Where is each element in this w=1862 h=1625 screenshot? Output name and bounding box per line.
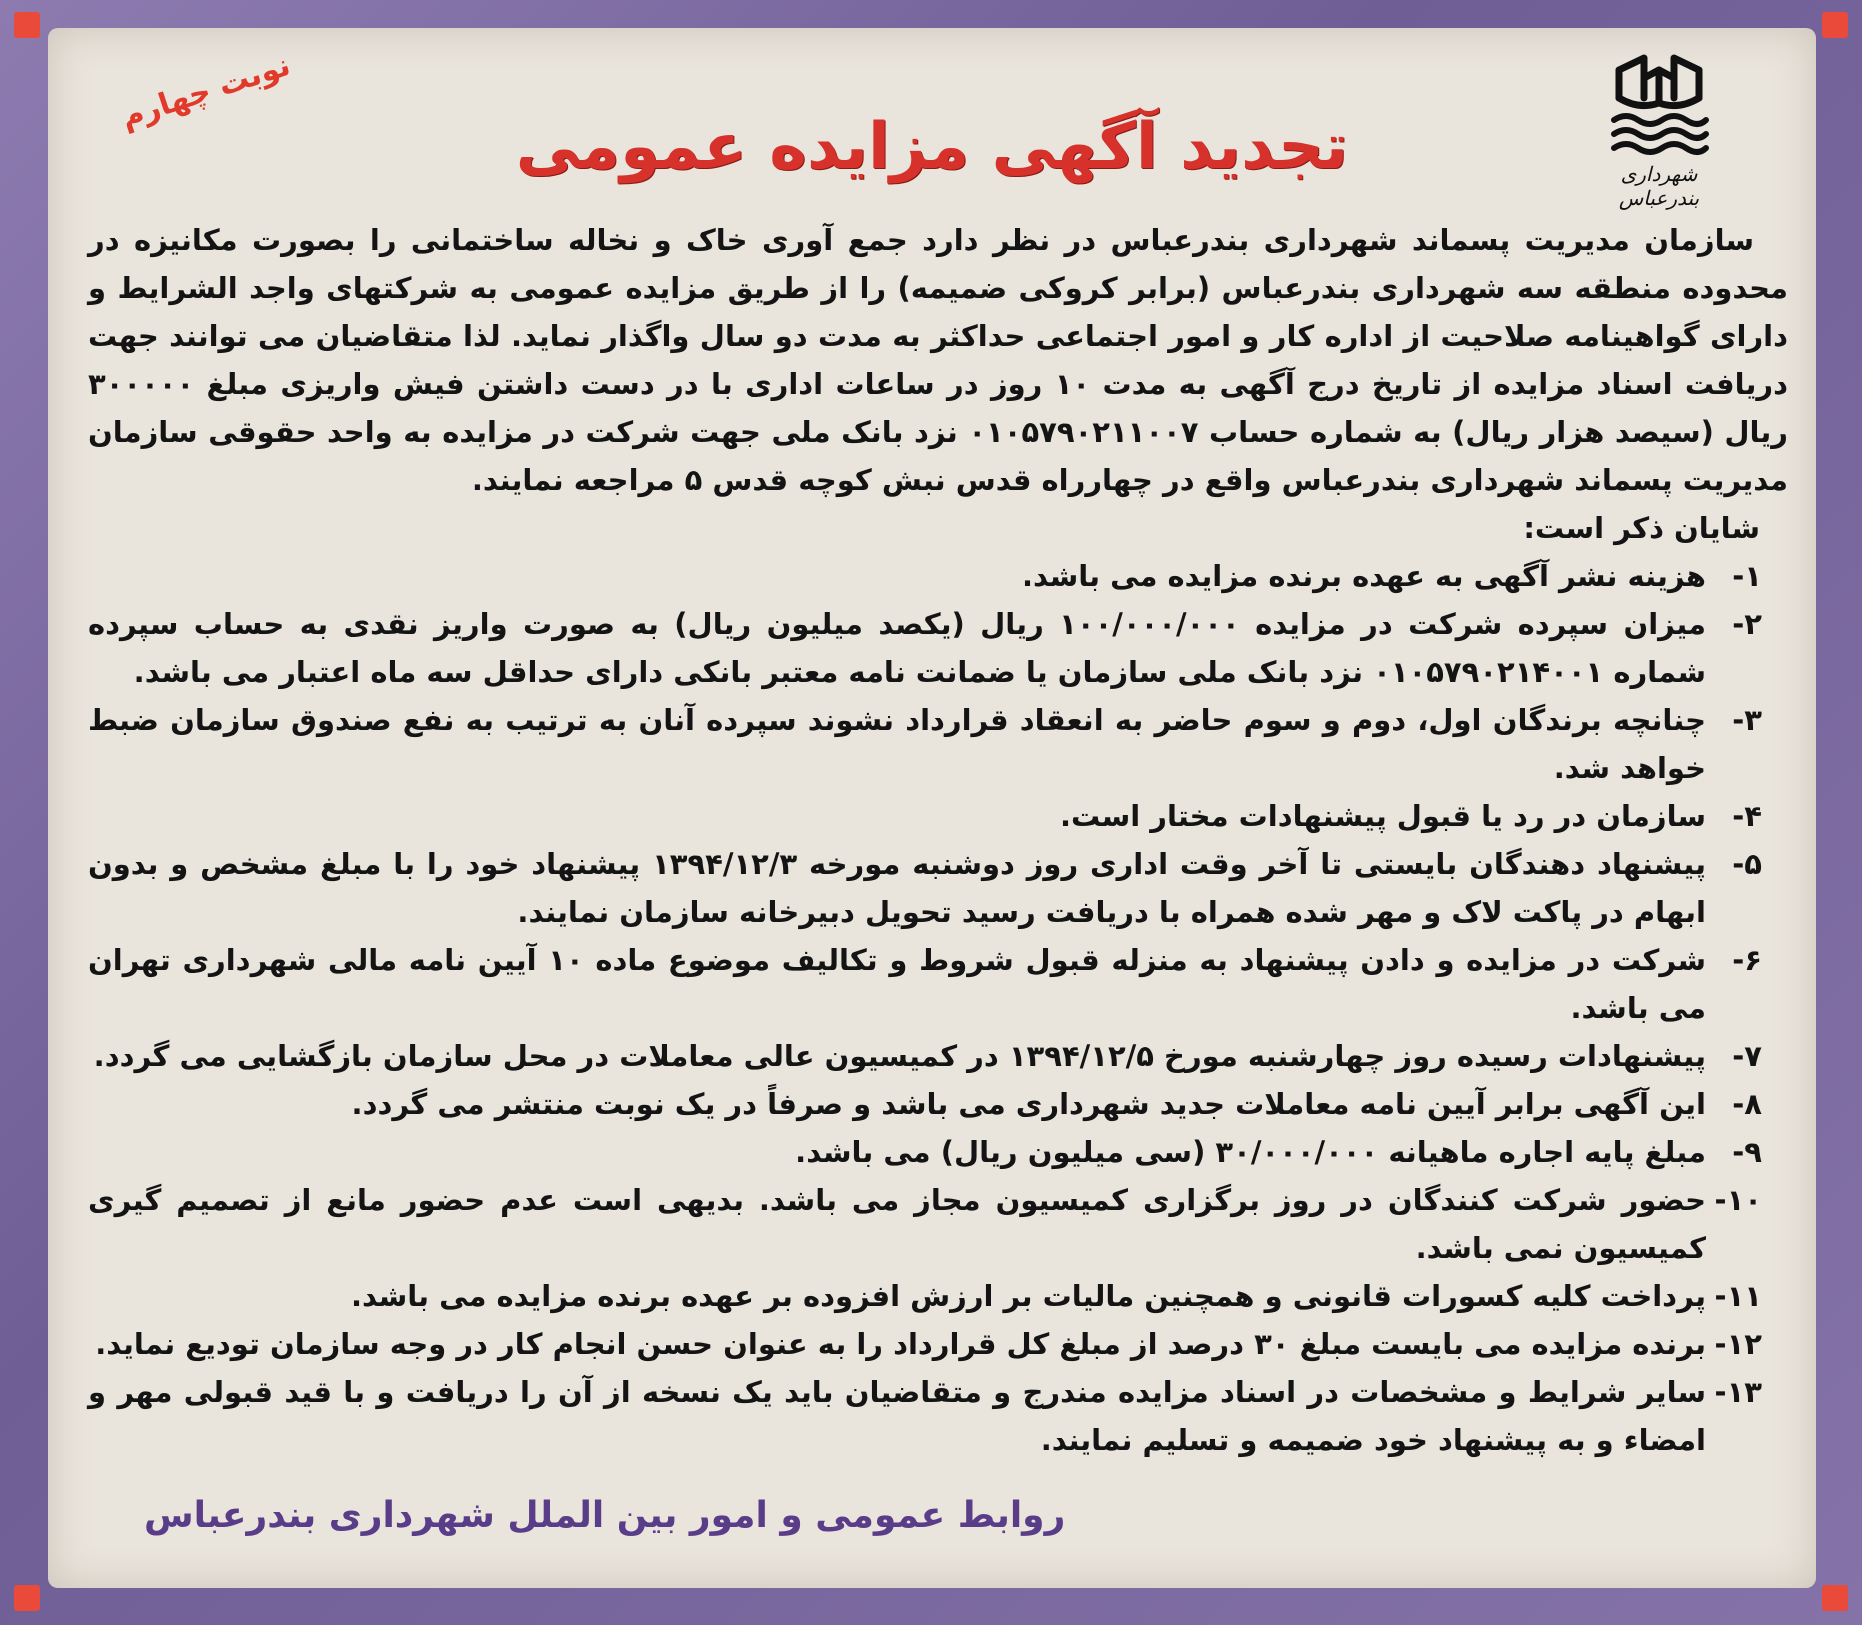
condition-text: این آگهی برابر آیین نامه معاملات جدید شهرداری می باشد و صرفاً در یک نوبت منتشر می گردد.	[351, 1087, 1706, 1121]
condition-item	[88, 1080, 1788, 1128]
condition-item	[88, 696, 1788, 792]
condition-number: ۳-	[1732, 703, 1762, 737]
condition-text: میزان سپرده شرکت در مزایده ۱۰۰/۰۰۰/۰۰۰ ریال (یکصد میلیون ریال) به صورت واریز نقدی به حساب سپرده شماره ۰۱۰۵۷۹۰۲۱۴۰۰۱ نزد بانک ملی سازمان یا ضمانت نامه معتبر بانکی دارای حداقل سه ماه اعتبار می باشد.	[88, 607, 1706, 689]
logo-caption: شهرداری بندرعباس	[1618, 162, 1700, 210]
page-title: تجدید آگهی مزایده عمومی	[515, 110, 1349, 184]
condition-text: شرکت در مزایده و دادن پیشنهاد به منزله قبول شروط و تکالیف موضوع ماده ۱۰ آیین نامه مالی شهرداری تهران می باشد.	[88, 943, 1706, 1025]
condition-number: ۶-	[1732, 943, 1762, 977]
condition-item	[88, 792, 1788, 840]
condition-item	[88, 1032, 1788, 1080]
condition-number: ۲-	[1732, 607, 1762, 641]
condition-number: ۱۳-	[1714, 1375, 1762, 1409]
note-heading: شایان ذکر است:	[1523, 511, 1760, 545]
advertisement-paper	[48, 28, 1816, 1588]
condition-text: سایر شرایط و مشخصات در اسناد مزایده مندرج و متقاضیان باید یک نسخه از آن را دریافت و با قید قبولی مهر و امضاء و به پیشنهاد خود ضمیمه و تسلیم نمایند.	[88, 1375, 1706, 1457]
condition-text: هزینه نشر آگهی به عهده برنده مزایده می باشد.	[1021, 559, 1706, 593]
condition-item	[88, 936, 1788, 1032]
condition-item	[88, 1128, 1788, 1176]
footer-signature: روابط عمومی و امور بین الملل شهرداری بندرعباس	[144, 1495, 1066, 1536]
condition-number: ۴-	[1732, 799, 1762, 833]
corner-mark-bottom-right	[1822, 1585, 1848, 1611]
condition-number: ۱۰-	[1714, 1183, 1762, 1217]
condition-number: ۸-	[1732, 1087, 1762, 1121]
condition-text: پرداخت کلیه کسورات قانونی و همچنین مالیات بر ارزش افزوده بر عهده برنده مزایده می باشد.	[350, 1279, 1706, 1313]
corner-mark-top-left	[14, 12, 40, 38]
condition-text: پیشنهاد دهندگان بایستی تا آخر وقت اداری روز دوشنبه مورخه ۱۳۹۴/۱۲/۳ پیشنهاد خود را با مبلغ مشخص و بدون ابهام در پاکت لاک و مهر شده همراه با دریافت رسید تحویل دبیرخانه سازمان نمایند.	[88, 847, 1707, 929]
condition-number: ۱۲-	[1714, 1327, 1762, 1361]
corner-mark-top-right	[1822, 12, 1848, 38]
condition-number: ۱-	[1732, 559, 1762, 593]
condition-item	[88, 552, 1788, 600]
condition-text: پیشنهادات رسیده روز چهارشنبه مورخ ۱۳۹۴/۱۲/۵ در کمیسیون عالی معاملات در محل سازمان بازگشایی می گردد.	[93, 1039, 1706, 1073]
advertisement-body	[88, 216, 1788, 1464]
condition-item	[88, 1176, 1788, 1272]
condition-number: ۵-	[1732, 847, 1762, 881]
condition-number: ۹-	[1732, 1135, 1762, 1169]
condition-text: سازمان در رد یا قبول پیشنهادات مختار است.	[1059, 799, 1706, 833]
condition-number: ۷-	[1732, 1039, 1762, 1073]
corner-mark-bottom-left	[14, 1585, 40, 1611]
condition-number: ۱۱-	[1714, 1279, 1762, 1313]
stamp-note: نوبت چهارم	[116, 47, 295, 136]
intro-paragraph: سازمان مدیریت پسماند شهرداری بندرعباس در نظر دارد جمع آوری خاک و نخاله ساختمانی را بصورت مکانیزه در محدوده منطقه سه شهرداری بندرعباس (برابر کروکی ضمیمه) را از طریق مزایده عمومی به شرکتهای واجد الشرایط و دارای گواهینامه صلاحیت از اداره کار و امور اجتماعی حداکثر به مدت دو سال واگذار نماید. لذا متقاضیان می توانند جهت دریافت اسناد مزایده از تاریخ درج آگهی به مدت ۱۰ روز در ساعات اداری با در دست داشتن فیش واریزی مبلغ ۳۰۰۰۰۰ ریال (سیصد هزار ریال) به شماره حساب ۰۱۰۵۷۹۰۲۱۱۰۰۷ نزد بانک ملی جهت شرکت در مزایده به واحد حقوقی سازمان مدیریت پسماند شهرداری بندرعباس واقع در چهارراه قدس نبش کوچه قدس ۵ مراجعه نمایند.	[88, 223, 1789, 497]
condition-item	[88, 1272, 1788, 1320]
condition-text: مبلغ پایه اجاره ماهیانه ۳۰/۰۰۰/۰۰۰ (سی میلیون ریال) می باشد.	[795, 1135, 1706, 1169]
condition-text: چنانچه برندگان اول، دوم و سوم حاضر به انعقاد قرارداد نشوند سپرده آنان به ترتیب به نفع صندوق سازمان ضبط خواهد شد.	[88, 703, 1706, 785]
condition-item	[88, 1320, 1788, 1368]
condition-text: حضور شرکت کنندگان در روز برگزاری کمیسیون مجاز می باشد. بدیهی است عدم حضور مانع از تصمیم گیری کمیسیون نمی باشد.	[88, 1183, 1706, 1265]
condition-text: برنده مزایده می بایست مبلغ ۳۰ درصد از مبلغ کل قرارداد را به عنوان حسن انجام کار در وجه سازمان تودیع نماید.	[95, 1327, 1706, 1361]
condition-item	[88, 600, 1788, 696]
condition-item	[88, 840, 1788, 936]
condition-item	[88, 1368, 1788, 1464]
